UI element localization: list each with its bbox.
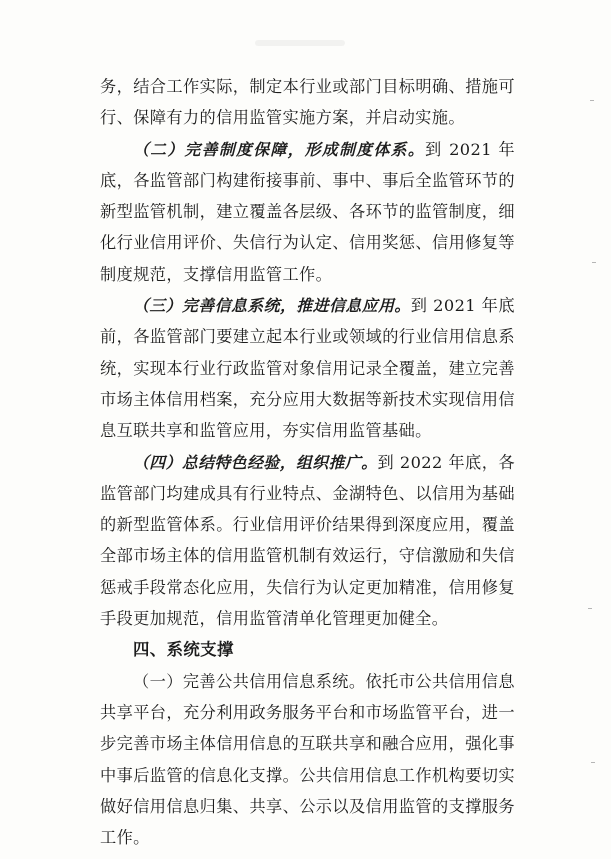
paragraph-body: 到 2021 年底，各监管部门构建衔接事前、事中、事后全监管环节的新型监管机制，建立覆盖各层级、各环节的监管制度，细化行业信用评价、失信行为认定、信用奖惩、信用修复等制度规范，支撑信用监管工作。 [100, 139, 515, 284]
paragraph-body: 依托市公共信用信息共享平台，充分利用政务服务平台和市场监管平台，进一步完善市场主体信用信息的互联共享和融合应用，强化事中事后监管的信息化支撑。公共信用信息工作机构要切实做好信用信息归集、共享、公示以及信用监管的支撑服务工作。 [100, 671, 515, 848]
paragraph-lead: （二）完善制度保障，形成制度体系。 [133, 139, 425, 159]
scan-speck [590, 100, 594, 101]
paragraph-lead: （三）完善信息系统，推进信息应用。 [133, 296, 411, 316]
paragraph-experience-promotion [100, 447, 515, 635]
scan-speck [588, 608, 592, 609]
intro-paragraph: 务，结合工作实际，制定本行业或部门目标明确、措施可行、保障有力的信用监管实施方案，并启动实施。 [100, 77, 515, 128]
scan-speck [592, 262, 596, 263]
paragraph-institutional-guarantee [100, 134, 515, 290]
scan-speck [591, 762, 595, 763]
paragraph-public-credit-system [100, 666, 515, 854]
paragraph-lead: （一）完善公共信用信息系统。 [133, 671, 366, 691]
paragraph-body: 到 2021 年底前，各监管部门要建立起本行业或领域的行业信用信息系统，实现本行业行政监管对象信用记录全覆盖，建立完善市场主体信用档案，充分应用大数据等新技术实现信用信息互联共享和监管应用，夯实信用监管基础。 [100, 296, 515, 441]
paragraph-lead: （四）总结特色经验，组织推广。 [133, 452, 378, 472]
faint-header-mark [255, 40, 345, 46]
section-heading: 四、系统支撑 [133, 640, 234, 660]
paragraph-information-system [100, 290, 515, 446]
paragraph-body: 到 2022 年底，各监管部门均建成具有行业特点、金湖特色、以信用为基础的新型监管体系。行业信用评价结果得到深度应用，覆盖全部市场主体的信用监管机制有效运行，守信激励和失信惩戒手段常态化应用，失信行为认定更加精准，信用修复手段更加规范，信用监管清单化管理更加健全。 [100, 452, 515, 629]
